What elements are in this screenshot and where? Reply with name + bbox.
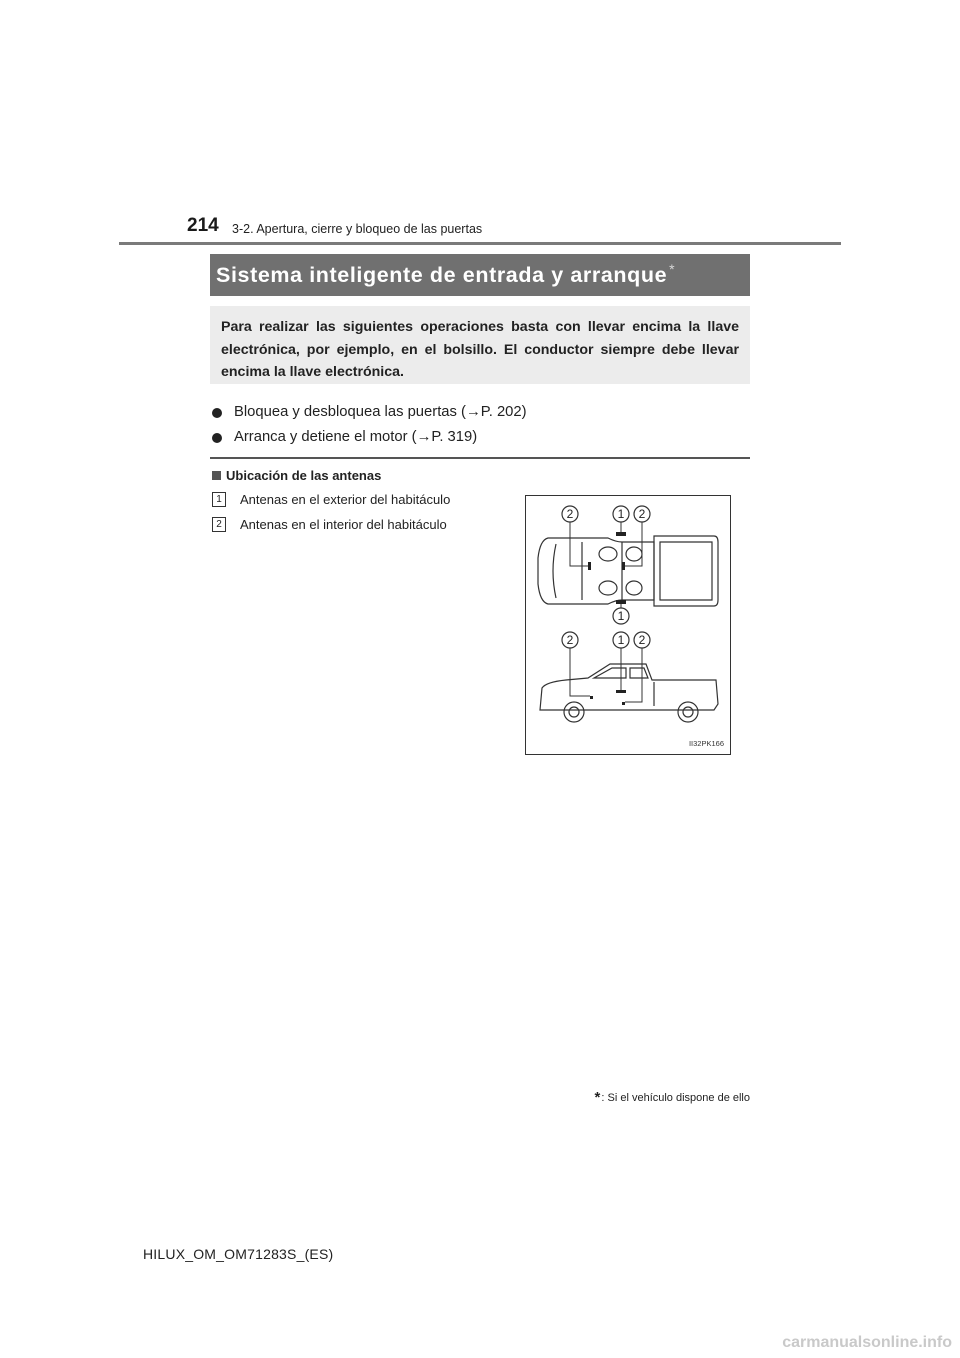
bullet-item [212,400,527,425]
vehicle-illustration [526,496,730,754]
square-bullet-icon [212,471,221,480]
number-badge: 1 [212,492,226,507]
antenna-marker [588,562,591,570]
intro-text: Para realizar las siguientes operaciones basta con llevar encima la llave electrónica, por ejemplo, en el bolsillo. El conductor siempre debe llevar encima la llave electrónica. [221,319,739,380]
antenna-marker [616,532,626,536]
legend-item-exterior [212,492,450,507]
antenna-location-diagram [525,495,731,755]
truck-rear-wheel [678,702,698,722]
callout-number: 2 [566,633,574,647]
page-number: 214 [187,215,219,236]
bullet-list [212,400,527,450]
title-footnote-marker: * [669,261,676,277]
subsection-heading [212,468,381,483]
antenna-marker [590,696,593,699]
page-title-text: Sistema inteligente de entrada y arranque [216,263,668,287]
footnote [595,1089,750,1106]
bullet-text: Arranca y detiene el motor (→P. 319) [234,429,478,445]
footnote-text: : Si el vehículo dispone de ello [601,1091,750,1104]
callout-number: 2 [566,507,574,521]
callout-number: 2 [638,633,646,647]
truck-top-view-bed [654,536,718,606]
antenna-marker [616,600,626,604]
truck-top-view-windshield [553,544,556,598]
antenna-marker [616,690,626,693]
section-divider [210,457,750,459]
watermark: carmanualsonline.info [782,1334,952,1351]
bullet-dot-icon [212,408,222,418]
legend-text: Antenas en el exterior del habitáculo [240,492,451,507]
callout-number: 1 [617,507,625,521]
footnote-marker: * [594,1089,601,1106]
callout-number: 2 [638,507,646,521]
subsection-heading-text: Ubicación de las antenas [226,468,382,483]
callout-number: 1 [617,633,625,647]
section-path: 3-2. Apertura, cierre y bloqueo de las puertas [232,222,483,236]
callout-number: 1 [617,609,625,623]
intro-box [210,306,750,384]
bullet-text: Bloquea y desbloquea las puertas (→P. 202) [234,404,527,420]
bullet-dot-icon [212,433,222,443]
legend-text: Antenas en el interior del habitáculo [240,517,447,532]
header-divider [119,242,841,245]
antenna-marker [622,702,625,705]
document-id: HILUX_OM_OM71283S_(ES) [143,1246,334,1262]
page-title [210,254,750,296]
diagram-code: II32PK166 [688,739,724,748]
antenna-marker [622,562,625,570]
number-badge: 2 [212,517,226,532]
bullet-item [212,425,527,450]
truck-front-wheel [564,702,584,722]
legend-item-interior [212,517,447,532]
